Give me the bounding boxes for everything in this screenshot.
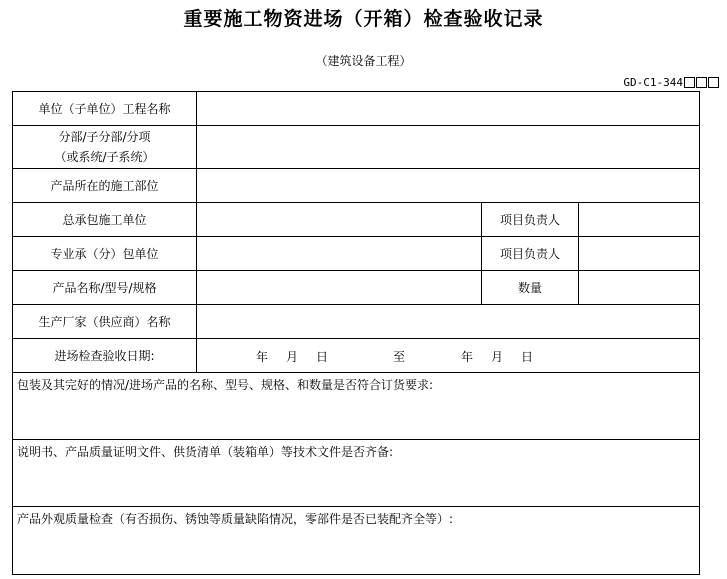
field-product-name[interactable] <box>197 271 482 305</box>
table-row <box>13 92 700 126</box>
field-project-manager-2[interactable] <box>579 237 700 271</box>
date-month-1: 月 <box>286 350 299 364</box>
table-row <box>13 440 700 507</box>
table-row <box>13 126 700 169</box>
table-row <box>13 373 700 440</box>
label-project-manager-1: 项目负责人 <box>482 203 579 237</box>
field-quantity[interactable] <box>579 271 700 305</box>
date-year-1: 年 <box>256 350 269 364</box>
date-to: 至 <box>393 350 406 364</box>
label-manufacturer: 生产厂家（供应商）名称 <box>13 305 197 339</box>
date-month-2: 月 <box>491 350 504 364</box>
table-row <box>13 271 700 305</box>
label-project-manager-2: 项目负责人 <box>482 237 579 271</box>
table-row <box>13 305 700 339</box>
field-manufacturer[interactable] <box>197 305 700 339</box>
field-general-contractor[interactable] <box>197 203 482 237</box>
date-day-2: 日 <box>521 350 534 364</box>
form-code-text: GD-C1-344 <box>623 76 683 89</box>
table-row <box>13 169 700 203</box>
table-row <box>13 507 700 575</box>
table-row <box>13 203 700 237</box>
label-appearance-check: 产品外观质量检查（有否损伤、锈蚀等质量缺陷情况，零部件是否已装配齐全等）: <box>17 512 454 526</box>
date-day-1: 日 <box>316 350 329 364</box>
form-code <box>623 76 719 89</box>
field-product-location[interactable] <box>197 169 700 203</box>
label-sub-part-line1: 分部/子分部/分项 <box>58 130 151 144</box>
code-box <box>708 77 719 88</box>
field-packaging-check[interactable] <box>13 373 700 440</box>
label-inspection-date: 进场检查验收日期: <box>13 339 197 373</box>
field-document-check[interactable] <box>13 440 700 507</box>
form-subtitle: （建筑设备工程） <box>315 54 412 68</box>
inspection-form <box>12 91 700 575</box>
field-inspection-date[interactable] <box>197 339 700 373</box>
field-specialty-contractor[interactable] <box>197 237 482 271</box>
label-quantity: 数量 <box>482 271 579 305</box>
label-unit-project-name: 单位（子单位）工程名称 <box>13 92 197 126</box>
label-product-name: 产品名称/型号/规格 <box>13 271 197 305</box>
field-sub-part[interactable] <box>197 126 700 169</box>
code-box <box>684 77 695 88</box>
field-project-manager-1[interactable] <box>579 203 700 237</box>
label-document-check: 说明书、产品质量证明文件、供货清单（装箱单）等技术文件是否齐备: <box>17 445 394 459</box>
table-row <box>13 237 700 271</box>
form-title: 重要施工物资进场（开箱）检查验收记录 <box>183 8 544 30</box>
table-row <box>13 339 700 373</box>
label-packaging-check: 包装及其完好的情况/进场产品的名称、型号、规格、和数量是否符合订货要求: <box>17 378 434 392</box>
label-product-location: 产品所在的施工部位 <box>13 169 197 203</box>
label-sub-part-line2: （或系统/子系统） <box>54 150 155 164</box>
label-general-contractor: 总承包施工单位 <box>13 203 197 237</box>
field-appearance-check[interactable] <box>13 507 700 575</box>
label-specialty-contractor: 专业承（分）包单位 <box>13 237 197 271</box>
label-sub-part <box>13 126 197 169</box>
date-year-2: 年 <box>461 350 474 364</box>
code-box <box>696 77 707 88</box>
field-unit-project-name[interactable] <box>197 92 700 126</box>
